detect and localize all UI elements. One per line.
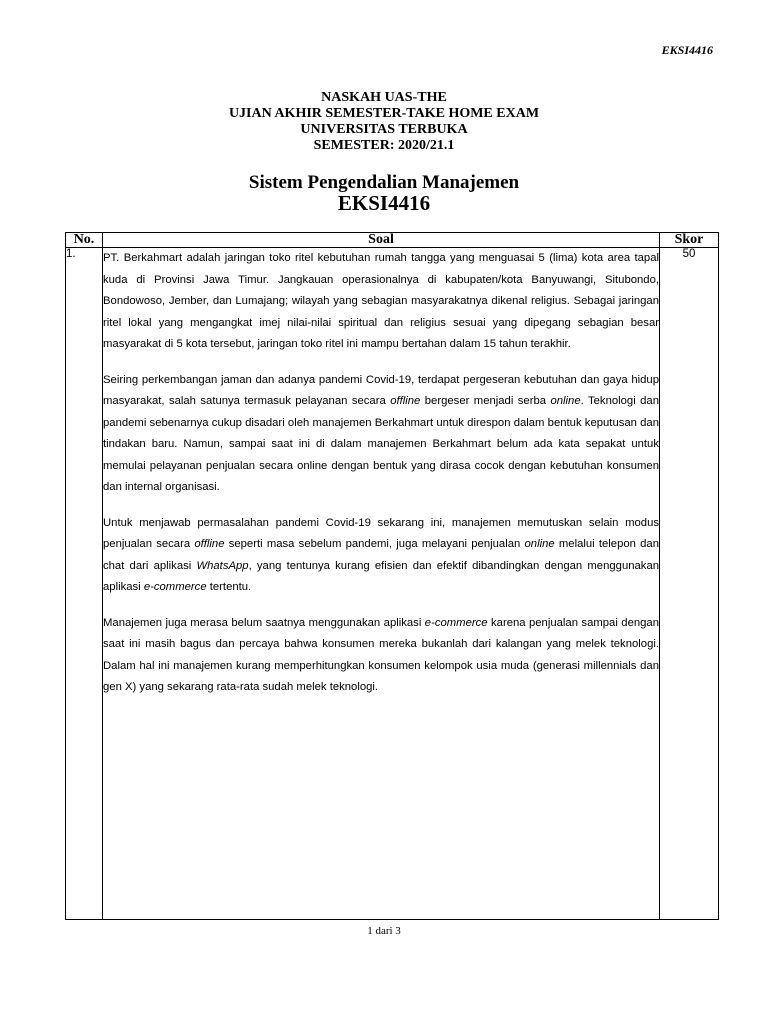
italic-term: e-commerce [143, 581, 207, 593]
header-course-code: EKSI4416 [661, 43, 713, 57]
table-header-row [66, 233, 719, 248]
question-paragraph-4: Manajemen juga merasa belum saatnya menggunakan aplikasi e-commerce karena penjualan sampai dengan saat ini masih bagus dan percaya bahwa konsumen mereka bukanlah dari kalangan yang melek teknologi. Dalam hal ini manajemen kurang memperhitungkan konsumen kelompok usia muda (generasi millennials dan gen X) yang sekarang rata-rata sudah melek teknologi. [103, 616, 659, 693]
title-line-3: UNIVERSITAS TERBUKA [300, 122, 468, 137]
course-name: Sistem Pengendalian Manajemen [248, 172, 520, 193]
italic-term: online [524, 538, 555, 550]
question-score: 50 [660, 248, 719, 920]
title-line-2: UJIAN AKHIR SEMESTER-TAKE HOME EXAM [228, 106, 540, 121]
question-number: 1. [66, 248, 103, 920]
table-row [66, 248, 719, 920]
italic-term: online [550, 395, 581, 407]
italic-term: WhatsApp [196, 559, 249, 572]
italic-term: e-commerce [424, 616, 488, 629]
italic-term: offline [390, 395, 421, 407]
page-number: 1 dari 3 [367, 925, 401, 937]
header-skor: Skor [660, 233, 719, 248]
course-code: EKSI4416 [337, 191, 431, 215]
question-paragraph-3: Untuk menjawab permasalahan pandemi Covid-19 sekarang ini, manajemen memutuskan selain modus penjualan secara offline seperti masa sebelum pandemi, juga melayani penjualan online melalui telepon dan chat dari aplikasi WhatsApp, yang tentunya kurang efisien dan efektif dibandingkan dengan menggunakan aplikasi e-commerce tertentu. [103, 516, 660, 593]
exam-title-block [0, 90, 768, 154]
header-no: No. [66, 233, 103, 248]
title-line-4: SEMESTER: 2020/21.1 [313, 138, 455, 153]
question-table [65, 232, 719, 920]
question-paragraph-2: Seiring perkembangan jaman dan adanya pandemi Covid-19, terdapat pergeseran kebutuhan dan gaya hidup masyarakat, salah satunya termasuk pelayanan secara offline bergeser menjadi serba online. Teknologi dan pandemi sebenarnya cukup disadari oleh manajemen Berkahmart untuk direspon dalam bentuk keputusan dan tindakan baru. Namun, sampai saat ini di dalam manajemen Berkahmart belum ada kata sepakat untuk memulai pelayanan penjualan secara online dengan bentuk yang dirasa cocok dengan kebutuhan konsumen dan internal organisasi. [103, 373, 659, 493]
header-soal: Soal [103, 233, 660, 248]
question-paragraph-1: PT. Berkahmart adalah jaringan toko ritel kebutuhan rumah tangga yang menguasai 5 (lima) kota area tapal kuda di Provinsi Jawa Timur. Jangkauan operasionalnya di kabupaten/kota Banyuwangi, Situbondo, Bondowoso, Jember, dan Lumajang; wilayah yang sebagian masyarakatnya dikenal religius. Sebagai jaringan ritel lokal yang mengangkat imej nilai-nilai spiritual dan religius sesuai yang dipegang sebagian besar masyarakat di 5 kota tersebut, jaringan toko ritel ini mampu bertahan dalam 15 tahun terakhir. [103, 252, 659, 350]
title-line-1: NASKAH UAS-THE [321, 90, 447, 105]
question-text-cell [103, 248, 660, 920]
italic-term: offline [194, 538, 225, 550]
